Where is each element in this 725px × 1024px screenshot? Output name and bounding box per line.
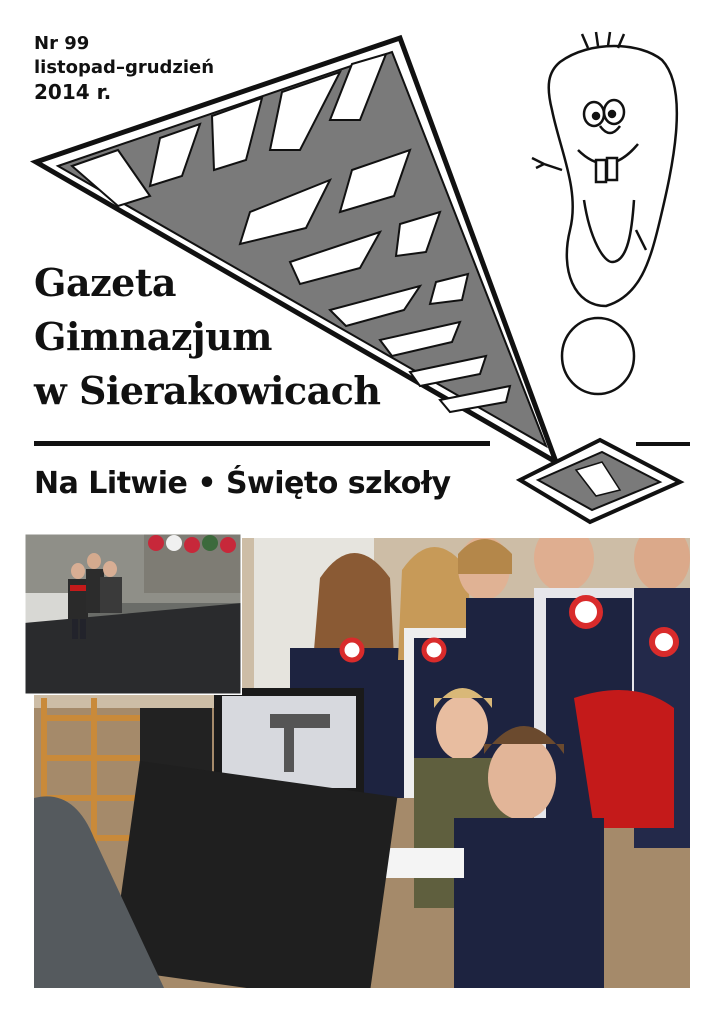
title-line-3: w Sierakowicach xyxy=(34,368,381,413)
cartoon-tooth-mascot xyxy=(532,32,677,306)
title-line-1: Gazeta xyxy=(34,260,177,305)
cover-headline: Na Litwie • Święto szkoły xyxy=(34,466,451,501)
issue-months: listopad–grudzień xyxy=(34,57,215,78)
exclamation-dot xyxy=(562,318,634,394)
inset-photo xyxy=(24,533,242,695)
masthead-title xyxy=(34,256,381,418)
issue-number: Nr 99 xyxy=(34,33,90,54)
title-line-2: Gimnazjum xyxy=(34,314,273,359)
issue-year: 2014 r. xyxy=(34,80,112,104)
title-rule xyxy=(34,441,490,446)
